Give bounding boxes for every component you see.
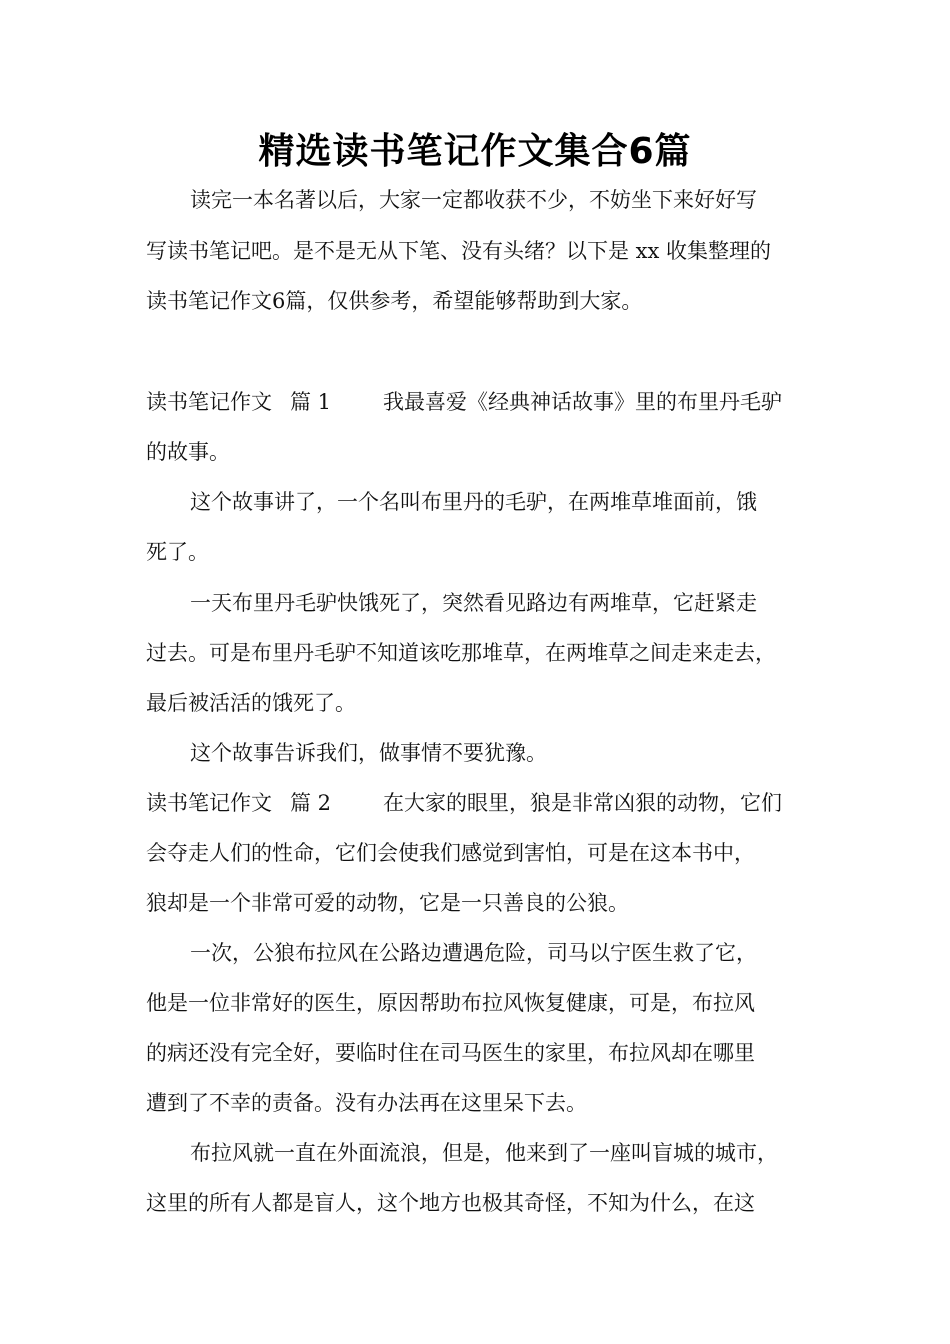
section-2-line: 布拉风就一直在外面流浪，但是，他来到了一座叫盲城的城市， xyxy=(190,1141,778,1165)
section-2-heading-text: 在大家的眼里，狼是非常凶狠的动物，它们 xyxy=(383,791,783,815)
section-2-line: 一次，公狼布拉风在公路边遭遇危险，司马以宁医生救了它， xyxy=(190,941,757,965)
section-2-line: 的病还没有完全好，要临时住在司马医生的家里，布拉风却在哪里 xyxy=(146,1041,755,1065)
intro-line-3: 读书笔记作文6篇，仅供参考，希望能够帮助到大家。 xyxy=(146,289,643,313)
section-1-label: 读书笔记作文 xyxy=(146,390,272,414)
section-2-heading xyxy=(146,788,816,818)
section-2-line: 狼却是一个非常可爱的动物，它是一只善良的公狼。 xyxy=(146,891,629,915)
section-1-line: 这个故事告诉我们，做事情不要犹豫。 xyxy=(190,741,547,765)
intro-line-1: 读完一本名著以后，大家一定都收获不少，不妨坐下来好好写 xyxy=(190,188,757,212)
section-1-line: 过去。可是布里丹毛驴不知道该吃那堆草，在两堆草之间走来走去， xyxy=(146,641,776,665)
section-1-line: 的故事。 xyxy=(146,440,230,464)
section-2-line: 他是一位非常好的医生，原因帮助布拉风恢复健康，可是，布拉风 xyxy=(146,991,755,1015)
section-1-line: 最后被活活的饿死了。 xyxy=(146,691,356,715)
section-1-number: 篇 1 xyxy=(290,390,332,414)
section-2-label: 读书笔记作文 xyxy=(146,791,272,815)
intro-line-2: 写读书笔记吧。是不是无从下笔、没有头绪？以下是 xx 收集整理的 xyxy=(146,239,772,263)
section-1-line: 这个故事讲了，一个名叫布里丹的毛驴，在两堆草堆面前，饿 xyxy=(190,490,757,514)
section-2-line: 这里的所有人都是盲人，这个地方也极其奇怪，不知为什么，在这 xyxy=(146,1191,755,1215)
section-1-heading xyxy=(146,387,816,417)
section-1-line: 死了。 xyxy=(146,540,209,564)
section-1-line: 一天布里丹毛驴快饿死了，突然看见路边有两堆草，它赶紧走 xyxy=(190,591,757,615)
section-1-heading-text: 我最喜爱《经典神话故事》里的布里丹毛驴 xyxy=(383,390,783,414)
section-2-line: 会夺走人们的性命，它们会使我们感觉到害怕，可是在这本书中， xyxy=(146,841,755,865)
section-2-line: 遭到了不幸的责备。没有办法再在这里呆下去。 xyxy=(146,1091,587,1115)
document-title: 精选读书笔记作文集合6篇 xyxy=(258,131,692,172)
section-2-number: 篇 2 xyxy=(290,791,332,815)
